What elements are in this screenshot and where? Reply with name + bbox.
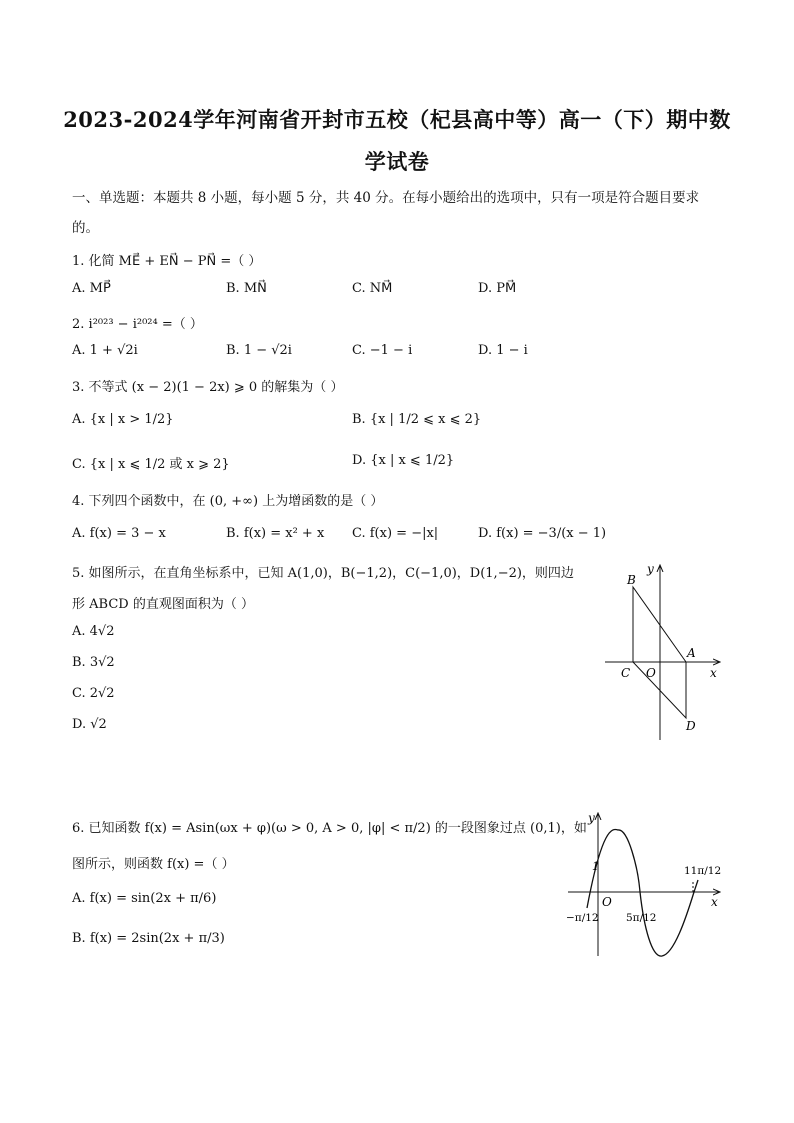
- question-6-stem-line1: 6. 已知函数 f(x) = Asin(ωx + φ)(ω > 0, A > 0, |φ| < π/2) 的一段图象过点 (0,1)，如: [72, 821, 587, 836]
- label-x: x: [711, 895, 718, 909]
- question-4-option-a: A. f(x) = 3 − x: [72, 526, 166, 541]
- question-4-option-c: C. f(x) = −|x|: [352, 526, 439, 541]
- label-y: y: [647, 562, 654, 576]
- question-2-stem: 2. i²⁰²³ − i²⁰²⁴ =（ ）: [72, 317, 203, 332]
- label-5pi-12: 5π/12: [626, 912, 657, 924]
- question-1-option-b: B. MN⃗: [226, 281, 267, 296]
- question-1-stem: 1. 化简 ME⃗ + EN⃗ − PN⃗ =（ ）: [72, 254, 262, 269]
- question-3-option-c: C. {x | x ⩽ 1/2 或 x ⩾ 2}: [72, 457, 230, 472]
- question-5-stem-line1: 5. 如图所示，在直角坐标系中，已知 A(1,0)，B(−1,2)，C(−1,0)，D(1,−2)，则四边: [72, 566, 574, 581]
- question-3-option-d: D. {x | x ⩽ 1/2}: [352, 453, 455, 468]
- question-2-option-d: D. 1 − i: [478, 343, 528, 358]
- label-o: O: [602, 895, 612, 909]
- question-5-stem-line2: 形 ABCD 的直观图面积为（ ）: [72, 597, 254, 612]
- label-c: C: [621, 666, 631, 680]
- question-1-option-a: A. MP⃗: [72, 281, 111, 296]
- page-title-line2: 学试卷: [364, 149, 430, 174]
- question-4-stem: 4. 下列四个函数中，在 (0, +∞) 上为增函数的是（ ）: [72, 494, 384, 509]
- label-x: x: [710, 666, 717, 680]
- label-11pi-12: 11π/12: [684, 865, 722, 877]
- sine-curve: [587, 829, 698, 956]
- label-y: y: [588, 811, 595, 825]
- question-3-stem: 3. 不等式 (x − 2)(1 − 2x) ⩾ 0 的解集为（ ）: [72, 380, 344, 395]
- label-b: B: [627, 573, 636, 587]
- question-2-option-b: B. 1 − √2i: [226, 343, 292, 358]
- label-o: O: [646, 666, 656, 680]
- question-3-option-a: A. {x | x > 1/2}: [72, 412, 174, 427]
- question-6-figure: [562, 808, 732, 960]
- question-5-option-a: A. 4√2: [72, 624, 115, 639]
- section-heading-line1: 一、单选题：本题共 8 小题，每小题 5 分，共 40 分。在每小题给出的选项中，只有一项是符合题目要求: [72, 190, 700, 206]
- page-title-line1: 2023-2024学年河南省开封市五校（杞县高中等）高一（下）期中数: [63, 107, 731, 132]
- label-d: D: [686, 719, 696, 733]
- question-1-option-c: C. NM⃗: [352, 281, 393, 296]
- question-6-stem-line2: 图所示，则函数 f(x) =（ ）: [72, 857, 235, 872]
- question-5-figure: [600, 560, 730, 745]
- question-4-option-d: D. f(x) = −3/(x − 1): [478, 526, 607, 541]
- label-one: 1: [592, 860, 599, 873]
- question-5-option-b: B. 3√2: [72, 655, 115, 670]
- question-6-option-a: A. f(x) = sin(2x + π/6): [72, 891, 217, 906]
- label-a: A: [687, 646, 696, 660]
- label-neg-pi-12: −π/12: [566, 912, 599, 924]
- question-2-option-c: C. −1 − i: [352, 343, 413, 358]
- question-4-option-b: B. f(x) = x² + x: [226, 526, 325, 541]
- section-heading-line2: 的。: [72, 220, 99, 236]
- question-5-option-c: C. 2√2: [72, 686, 115, 701]
- question-2-option-a: A. 1 + √2i: [72, 343, 138, 358]
- question-6-option-b: B. f(x) = 2sin(2x + π/3): [72, 931, 225, 946]
- question-1-option-d: D. PM⃗: [478, 281, 517, 296]
- question-5-option-d: D. √2: [72, 717, 107, 732]
- question-3-option-b: B. {x | 1/2 ⩽ x ⩽ 2}: [352, 412, 482, 427]
